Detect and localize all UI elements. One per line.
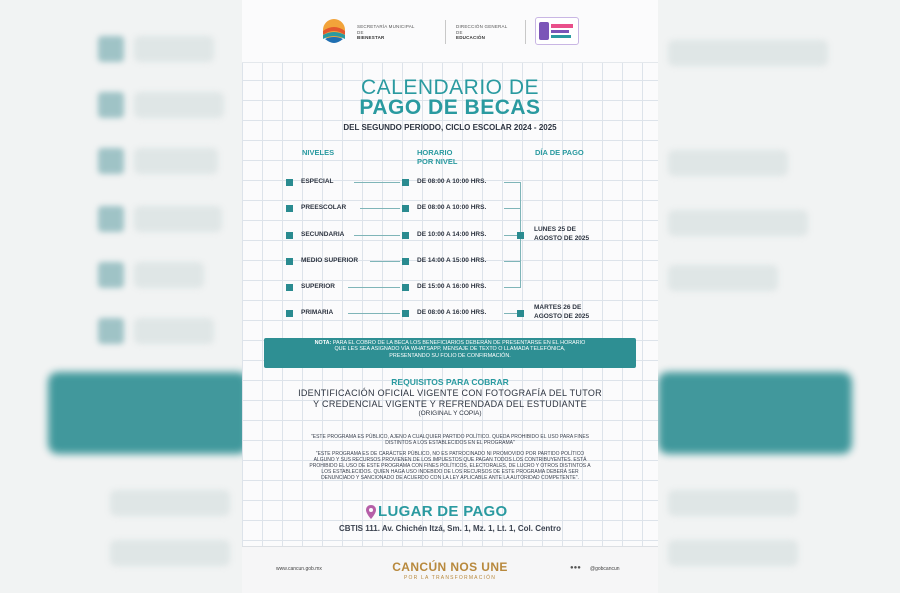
blur-row (134, 92, 224, 118)
note-text-1: PARA EL COBRO DE LA BECA LOS BENEFICIARIOS DEBERÁN DE PRESENTARSE EN EL HORARIO (332, 340, 586, 346)
column-header-horario-line2: POR NIVEL (417, 157, 458, 166)
requirements-line1: IDENTIFICACIÓN OFICIAL VIGENTE CON FOTOGRAFÍA DEL TUTOR (298, 388, 602, 398)
blur-row (668, 40, 828, 66)
dept-educacion-line2: DE (456, 29, 463, 35)
level-marker (286, 205, 293, 212)
legal-p2-line4: LOS ESTABLECIDOS. QUIEN HAGA USO INDEBIDO DE LOS RECURSOS DE ESTE PROGRAMA DEBERÁ SER (321, 469, 579, 475)
blur-row (110, 540, 230, 566)
connector-line (348, 287, 400, 288)
dept-bienestar-line1: SECRETARÍA MUNICIPAL (357, 24, 415, 29)
legal-p2-line1: "ESTE PROGRAMA ES DE CARÁCTER PÚBLICO, NO ES PATROCINADO NI PROMOVIDO POR PARTIDO POLÍTICO (315, 451, 585, 457)
header-divider (525, 20, 526, 44)
badge-graphic-icon (536, 18, 578, 44)
level-marker (286, 258, 293, 265)
cancun-sun-logo-icon (320, 17, 348, 45)
note-line2: QUE LES SEA ASIGNADO VÍA WHATSAPP, MENSAJE DE TEXTO O LLAMADA TELEFÓNICA, (334, 346, 566, 353)
schedule-primaria: DE 08:00 A 16:00 HRS. (417, 309, 487, 316)
social-handle[interactable]: @gobcancun (590, 566, 620, 572)
level-superior: SUPERIOR (301, 283, 335, 290)
legal-paragraph-2 (264, 451, 636, 481)
website-link[interactable]: www.cancun.gob.mx (276, 566, 322, 572)
header (242, 0, 658, 63)
blur-row (668, 540, 798, 566)
legal-p1-line1: "ESTE PROGRAMA ES PÚBLICO, AJENO A CUALQUIER PARTIDO POLÍTICO. QUEDA PROHIBIDO EL USO PARA FINES (310, 434, 590, 440)
social-media-icons (570, 565, 581, 571)
requirements-title: REQUISITOS PARA COBRAR (391, 377, 509, 387)
requirements-line3: (ORIGINAL Y COPIA) (418, 410, 482, 417)
program-badge-logo (535, 17, 579, 45)
dept-bienestar-line3 (357, 35, 415, 41)
connector-line (504, 208, 520, 209)
level-medio-superior: MEDIO SUPERIOR (301, 257, 359, 264)
x-icon: ● (577, 565, 581, 571)
column-header-niveles: NIVELES (302, 148, 335, 157)
blur-row (668, 210, 808, 236)
dept-educacion-line1: DIRECCIÓN GENERAL (456, 24, 508, 29)
level-preescolar: PREESCOLAR (301, 204, 347, 211)
level-marker (286, 232, 293, 239)
level-marker (286, 310, 293, 317)
title-line1: CALENDARIO DE (360, 76, 540, 99)
schedule-preescolar: DE 08:00 A 10:00 HRS. (417, 204, 487, 211)
location-pin-icon (366, 505, 376, 519)
payment-day-1-line2: AGOSTO DE 2025 (534, 235, 590, 242)
blur-row (134, 318, 214, 344)
title-line2: PAGO DE BECAS (359, 96, 541, 119)
level-secundaria: SECUNDARIA (301, 231, 345, 238)
level-marker (286, 179, 293, 186)
blurred-background-right (658, 0, 900, 593)
blur-row (134, 36, 214, 62)
payment-day-2-line1: MARTES 26 DE (534, 304, 582, 311)
schedule-especial: DE 08:00 A 10:00 HRS. (417, 178, 487, 185)
payment-day-2 (534, 303, 589, 321)
blur-band (658, 372, 852, 454)
dept-educacion-name: EDUCACIÓN (456, 35, 486, 40)
schedule-marker (402, 310, 409, 317)
connector-line (370, 261, 400, 262)
payment-day-1 (534, 225, 589, 243)
schedule-marker (402, 258, 409, 265)
blur-row (668, 265, 778, 291)
column-header-dia: DÍA DE PAGO (535, 148, 584, 157)
connector-line (354, 182, 400, 183)
blur-row (134, 262, 204, 288)
requirements-line2: Y CREDENCIAL VIGENTE Y REFRENDADA DEL ESTUDIANTE (313, 399, 587, 409)
connector-line (354, 235, 400, 236)
legal-p1-line2: DISTINTOS A LOS ESTABLECIDOS EN EL PROGRAMA" (385, 440, 515, 446)
note-label: NOTA: (314, 340, 332, 346)
place-address: CBTIS 111. Av. Chichén Itzá, Sm. 1, Mz. 1, Lt. 1, Col. Centro (339, 524, 561, 533)
footer (242, 546, 658, 593)
header-divider (445, 20, 446, 44)
blur-square (98, 206, 124, 232)
place-title: LUGAR DE PAGO (378, 503, 508, 520)
level-primaria: PRIMARIA (301, 309, 334, 316)
blur-square (98, 92, 124, 118)
schedule-marker (402, 205, 409, 212)
dept-bienestar-line2: DE (357, 29, 364, 35)
dept-educacion-line3 (456, 35, 507, 41)
note-line3: PRESENTANDO SU FOLIO DE CONFIRMACIÓN. (389, 352, 511, 359)
schedule-marker (402, 284, 409, 291)
facebook-icon: ● (570, 565, 574, 571)
blurred-background-left (0, 0, 242, 593)
legal-p2-line5: DENUNCIADO Y SANCIONADO DE ACUERDO CON LA LEY APLICABLE ANTE LA AUTORIDAD COMPETENTE". (321, 475, 579, 481)
schedule-marker (402, 232, 409, 239)
instagram-icon: ● (573, 565, 578, 571)
legal-paragraph-1 (264, 434, 636, 446)
schedule-superior: DE 15:00 A 16:00 HRS. (417, 283, 487, 290)
blur-row (668, 150, 788, 176)
dept-bienestar-name: BIENESTAR (357, 35, 385, 40)
column-header-horario (417, 148, 457, 166)
connector-line (504, 182, 520, 183)
blur-square (98, 36, 124, 62)
blur-square (98, 318, 124, 344)
payment-day-1-line1: LUNES 25 DE (534, 226, 576, 233)
blur-row (134, 206, 222, 232)
day-marker (517, 232, 524, 239)
note-box (264, 338, 636, 368)
blur-row (134, 148, 218, 174)
brand-subtitle: POR LA TRANSFORMACIÓN (403, 575, 497, 581)
payment-day-2-line2: AGOSTO DE 2025 (534, 313, 590, 320)
subtitle: DEL SEGUNDO PERIODO, CICLO ESCOLAR 2024 - 2025 (343, 123, 557, 132)
brand-slogan: CANCÚN NOS UNE (392, 560, 508, 574)
blur-band (48, 372, 248, 454)
connector-line (504, 261, 520, 262)
connector-line (348, 313, 400, 314)
blur-square (98, 262, 124, 288)
dept-bienestar (357, 24, 415, 41)
day-marker (517, 310, 524, 317)
schedule-marker (402, 179, 409, 186)
schedule-medio-superior: DE 14:00 A 15:00 HRS. (417, 257, 487, 264)
level-especial: ESPECIAL (301, 178, 334, 185)
column-header-horario-line1: HORARIO (417, 148, 453, 157)
legal-p2-line3: PROHIBIDO EL USO DE ESTE PROGRAMA CON FINES POLÍTICOS, ELECTORALES, DE LUCRO Y OTROS DISTINTOS A (309, 463, 591, 469)
legal-p2-line2: ALGUNO Y SUS RECURSOS PROVIENEN DE LOS IMPUESTOS QUE PAGAN TODOS LOS CONTRIBUYENTES. ESTÁ (313, 457, 587, 463)
blur-square (98, 148, 124, 174)
dept-educacion (456, 24, 507, 41)
blur-row (668, 490, 798, 516)
connector-line (360, 208, 400, 209)
schedule-secundaria: DE 10:00 A 14:00 HRS. (417, 231, 487, 238)
poster (242, 0, 658, 593)
connector-line (504, 287, 520, 288)
level-marker (286, 284, 293, 291)
blur-row (110, 490, 230, 516)
